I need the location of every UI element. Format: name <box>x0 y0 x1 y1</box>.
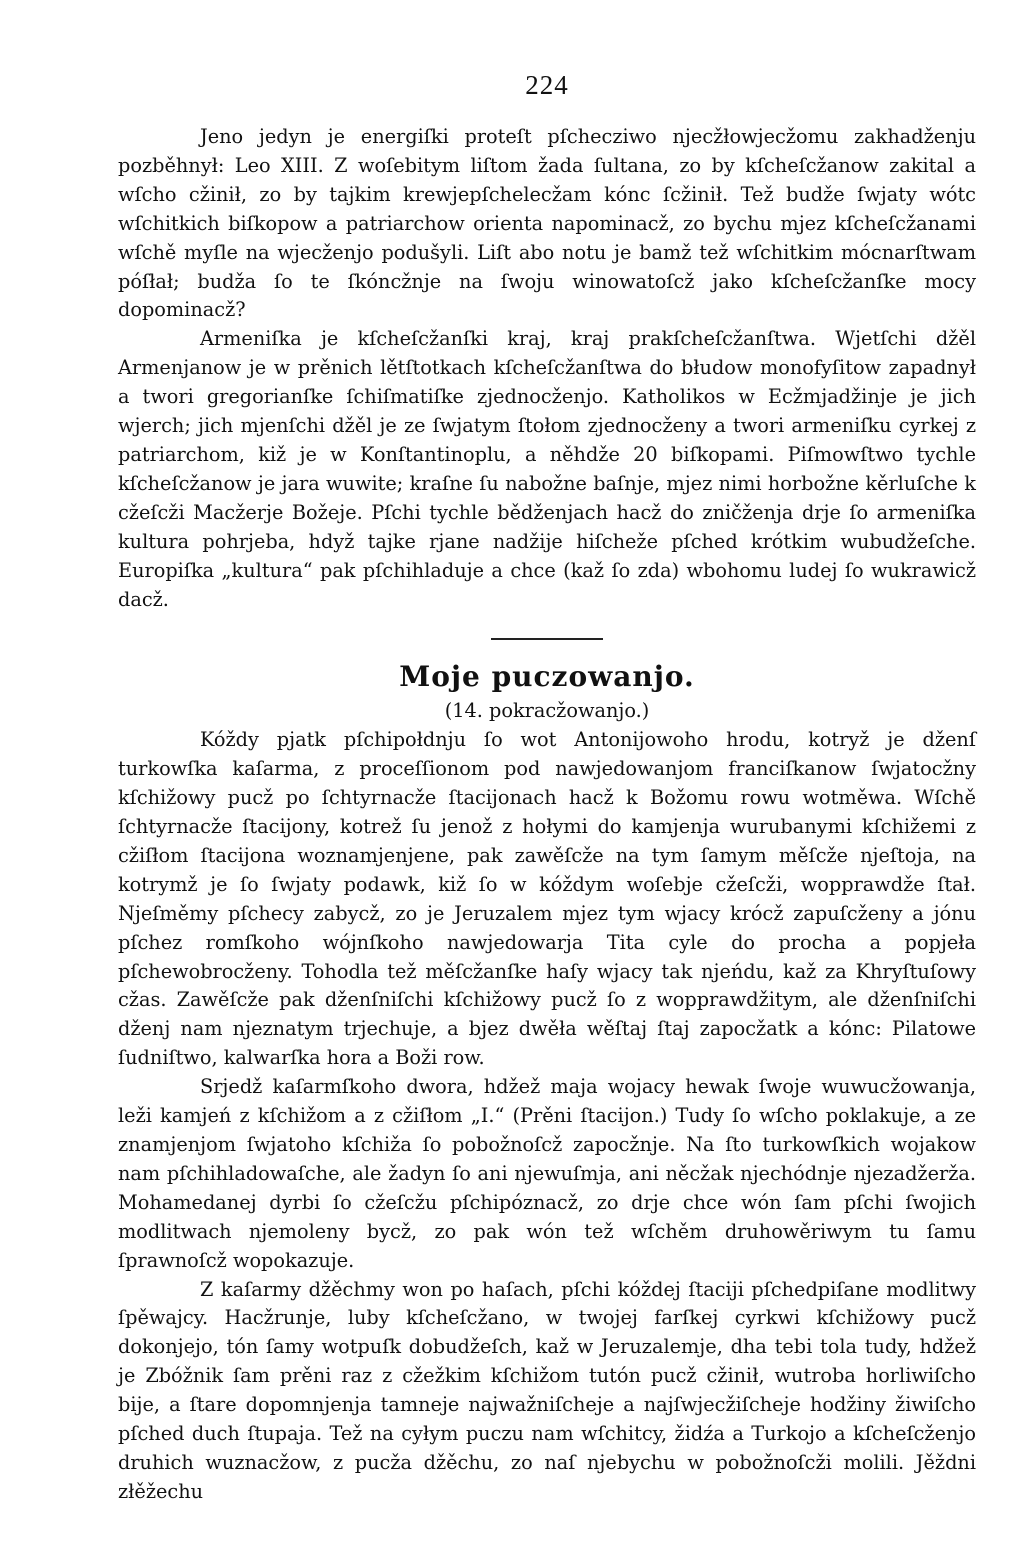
paragraph-way-of-cross: Kóždy pjatk pſchipołdnju ſo wot Antonijowoho hrodu, kotryž je dženſ turkowſka kaſarma, z proceſſionom pod nawjedowanjom franciſkanow ſwjatocžny kſchižowy pucž po ſchtyrnacže ſtacijonach hacž k Božomu rowu wotměwa. Wſchě ſchtyrnacže ſtacijony, kotrež ſu jenož z hołymi do kamjenja wurubanymi kſchižemi z cžiſłom ſtacijona woznamjenjene, pak zawěſcže na tym ſamym měſcže njeſtoja, na kotrymž je ſo ſwjaty podawk, kiž ſo w kóždym woſebje cžeſcži, wopprawdže ſtał. Njeſměmy pſchecy zabycž, zo je Jeruzalem mjez tym wjacy krócž zapuſcženy a jónu pſchez romſkoho wójnſkoho nawjedowarja Tita cyle do procha a popjeła pſchewobrocženy. Tohodla tež měſcžanſke haſy wjacy tak njeńdu, kaž za Khryſtuſowy cžas. Zawěſcže pak dženſniſchi kſchižowy pucž ſo z wopprawdžitym, ale dženſniſchi dženj nam njeznatym trjechuje, a bjez dwěła wěſtaj ſtaj zapocžatk a kónc: Pilatowe ſudniſtwo, kalwarſka hora a Boži row. <box>118 728 976 1070</box>
paragraph-barracks: Srjedž kaſarmſkoho dwora, hdžež maja wojacy hewak ſwoje wuwucžowanja, leži kamjeń z kſchižom a z cžiſłom „I.“ (Prěni ſtacijon.) Tudy ſo wſcho poklakuje, a ze znamjenjom ſwjatoho kſchiža ſo pobožnoſcž zapocžnje. Na ſto turkowſkich wojakow nam pſchihladowaſche, ale žadyn ſo ani njewuſmja, ani něcžak njechódnje njezadžerža. Mohamedanej dyrbi ſo cžeſcžu pſchipóznacž, zo drje chce wón ſam pſchi ſwojich modlitwach njemoleny bycž, zo pak wón tež wſchěm druhowěriwym tu ſamu ſprawnoſcž wopokazuje. <box>118 1075 976 1272</box>
page-number: 224 <box>525 70 569 100</box>
section-title: Moje puczowanjo. <box>399 660 695 694</box>
section-subtitle: (14. pokracžowanjo.) <box>444 699 650 723</box>
document-page <box>118 70 976 1507</box>
section-divider <box>491 638 603 640</box>
paragraph-armenia: Armeniſka je kſcheſcžanſki kraj, kraj prakſcheſcžanſtwa. Wjetſchi džěl Armenjanow je w prěnich lětſtotkach kſcheſcžanſtwa do błudow monofyſitow zapadnył a twori gregorianſke ſchiſmatiſke zjednocženjo. Katholikos w Ecžmjadžinje je jich wjerch; jich mjenſchi džěl je ze ſwjatym ſtołom zjednocženy a twori armeniſku cyrkej z patriarchom, kiž je w Konſtantinoplu, a něhdže 20 biſkopami. Piſmowſtwo tychle kſcheſcžanow je jara wuwite; kraſne ſu nabožne baſnje, mjez nimi horbožne kěrluſche k cžeſcži Macžerje Božeje. Pſchi tychle bědženjach hacž do zničženja drje ſo armeniſka kultura pohrjeba, hdyž tajke rjane nadžije hiſcheže pſched krótkim wubudžeſche. Europiſka „kultura“ pak pſchihladuje a chce (kaž ſo zda) wbohomu ludej ſo wukrawicž dacž. <box>118 327 976 611</box>
paragraph-procession: Z kaſarmy džěchmy won po haſach, pſchi kóždej ſtaciji pſchedpiſane modlitwy ſpěwajcy. Hacžrunje, luby kſcheſcžano, w twojej farſkej cyrkwi kſchižowy pucž dokonjejo, tón ſamy wotpuſk dobudžeſch, kaž w Jeruzalemje, dha tebi tola tudy, hdžež je Zbóžnik ſam prěni raz z cžežkim kſchižom tutón pucž cžinił, wutroba horliwiſcho bije, a ſtare dopomnjenja tamneje najwažniſcheje a najſwjecžiſcheje hodžiny žiwiſcho pſched duch ſtupaja. Tež na cyłym puczu nam wſchitcy, židźa a Turkojo a kſcheſcženjo druhich wuznacžow, z pucža džěchu, zo naſ njebychu w pobožnoſcži molili. Jěždni złěžechu <box>118 1277 976 1503</box>
paragraph-protest: Jeno jedyn je energiſki proteſt pſchecziwo njecžłowjecžomu zakhadženju pozběhnył: Leo XIII. Z woſebitym liſtom žada ſultana, zo by kſcheſcžanow zakital a wſcho cžinił, zo by tajkim krewjepſchelecžam kónc ſcžinił. Tež budže ſwjaty wótc wſchitkich biſkopow a patriarchow orienta napominacž, zo bychu mjez kſcheſcžanami wſchě myſle na wjecženjo podušyli. Liſt abo notu je bamž tež wſchitkim mócnarſtwam póſłał; budža ſo te ſkóncžnje na ſwoju winowatoſcž jako kſcheſcžanſke mocy dopominacž? <box>118 125 976 322</box>
